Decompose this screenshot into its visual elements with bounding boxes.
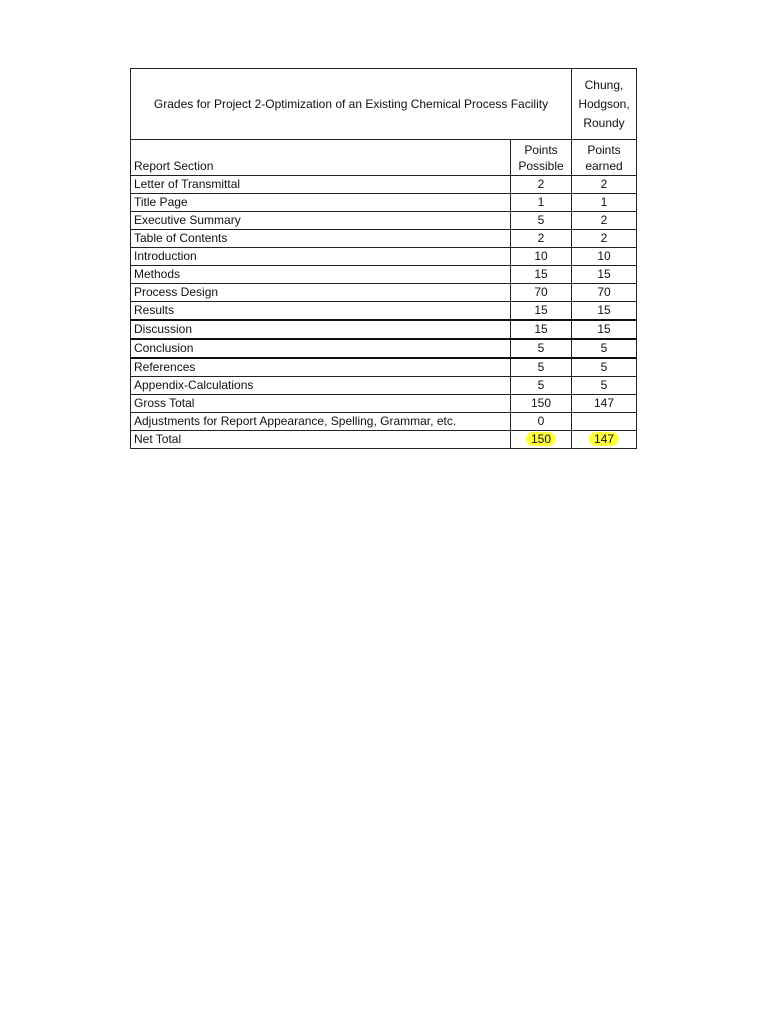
- row-possible: 2: [511, 176, 572, 194]
- table-row: [131, 212, 637, 230]
- table-row: [131, 377, 637, 395]
- row-section: Table of Contents: [131, 230, 511, 248]
- row-section: Adjustments for Report Appearance, Spelling, Grammar, etc.: [131, 413, 511, 431]
- row-earned: 10: [572, 248, 637, 266]
- report-section-header: Report Section: [131, 140, 511, 176]
- row-possible: 5: [511, 358, 572, 377]
- row-section: Appendix-Calculations: [131, 377, 511, 395]
- net-total-earned-cell: [572, 431, 637, 449]
- net-total-possible: 150: [526, 432, 556, 446]
- table-row: [131, 358, 637, 377]
- row-earned: 5: [572, 339, 637, 358]
- grades-table: [130, 68, 637, 449]
- row-section: Process Design: [131, 284, 511, 302]
- table-title: Grades for Project 2-Optimization of an Existing Chemical Process Facility: [131, 69, 572, 140]
- row-possible: 2: [511, 230, 572, 248]
- row-earned: 15: [572, 266, 637, 284]
- row-section: Introduction: [131, 248, 511, 266]
- row-section: Title Page: [131, 194, 511, 212]
- row-possible: 10: [511, 248, 572, 266]
- row-possible: 70: [511, 284, 572, 302]
- table-row: [131, 230, 637, 248]
- row-possible: 15: [511, 302, 572, 321]
- row-section: Letter of Transmittal: [131, 176, 511, 194]
- row-earned: 2: [572, 176, 637, 194]
- group-name-line: Chung,: [584, 77, 624, 92]
- row-earned: 1: [572, 194, 637, 212]
- group-name-line: Hodgson,: [578, 96, 630, 111]
- row-possible: 0: [511, 413, 572, 431]
- row-possible: 150: [511, 395, 572, 413]
- row-section: Discussion: [131, 320, 511, 339]
- table-row: [131, 176, 637, 194]
- column-header-row: [131, 140, 637, 176]
- table-row: [131, 248, 637, 266]
- row-earned: 15: [572, 320, 637, 339]
- row-earned: [572, 413, 637, 431]
- table-row: [131, 302, 637, 321]
- row-section: Executive Summary: [131, 212, 511, 230]
- row-earned: 70: [572, 284, 637, 302]
- points-earned-header: Points earned: [572, 140, 637, 176]
- row-earned: 147: [572, 395, 637, 413]
- row-possible: 5: [511, 339, 572, 358]
- row-possible: 15: [511, 266, 572, 284]
- table-row: [131, 284, 637, 302]
- row-possible: 5: [511, 377, 572, 395]
- row-section: Results: [131, 302, 511, 321]
- table-row: [131, 339, 637, 358]
- row-earned: 2: [572, 212, 637, 230]
- row-section: Methods: [131, 266, 511, 284]
- net-total-label: Net Total: [131, 431, 511, 449]
- gross-total-row: [131, 395, 637, 413]
- row-earned: 5: [572, 377, 637, 395]
- net-total-earned: 147: [589, 432, 619, 446]
- row-possible: 1: [511, 194, 572, 212]
- table-row: [131, 194, 637, 212]
- group-names: [572, 69, 637, 140]
- net-total-row: [131, 431, 637, 449]
- adjustments-row: [131, 413, 637, 431]
- row-section: Gross Total: [131, 395, 511, 413]
- table-row: [131, 320, 637, 339]
- row-section: Conclusion: [131, 339, 511, 358]
- table-row: [131, 266, 637, 284]
- net-total-possible-cell: [511, 431, 572, 449]
- group-name-line: Roundy: [583, 115, 625, 130]
- row-earned: 15: [572, 302, 637, 321]
- title-row: [131, 69, 637, 140]
- row-earned: 5: [572, 358, 637, 377]
- row-possible: 5: [511, 212, 572, 230]
- row-possible: 15: [511, 320, 572, 339]
- row-section: References: [131, 358, 511, 377]
- row-earned: 2: [572, 230, 637, 248]
- points-possible-header: Points Possible: [511, 140, 572, 176]
